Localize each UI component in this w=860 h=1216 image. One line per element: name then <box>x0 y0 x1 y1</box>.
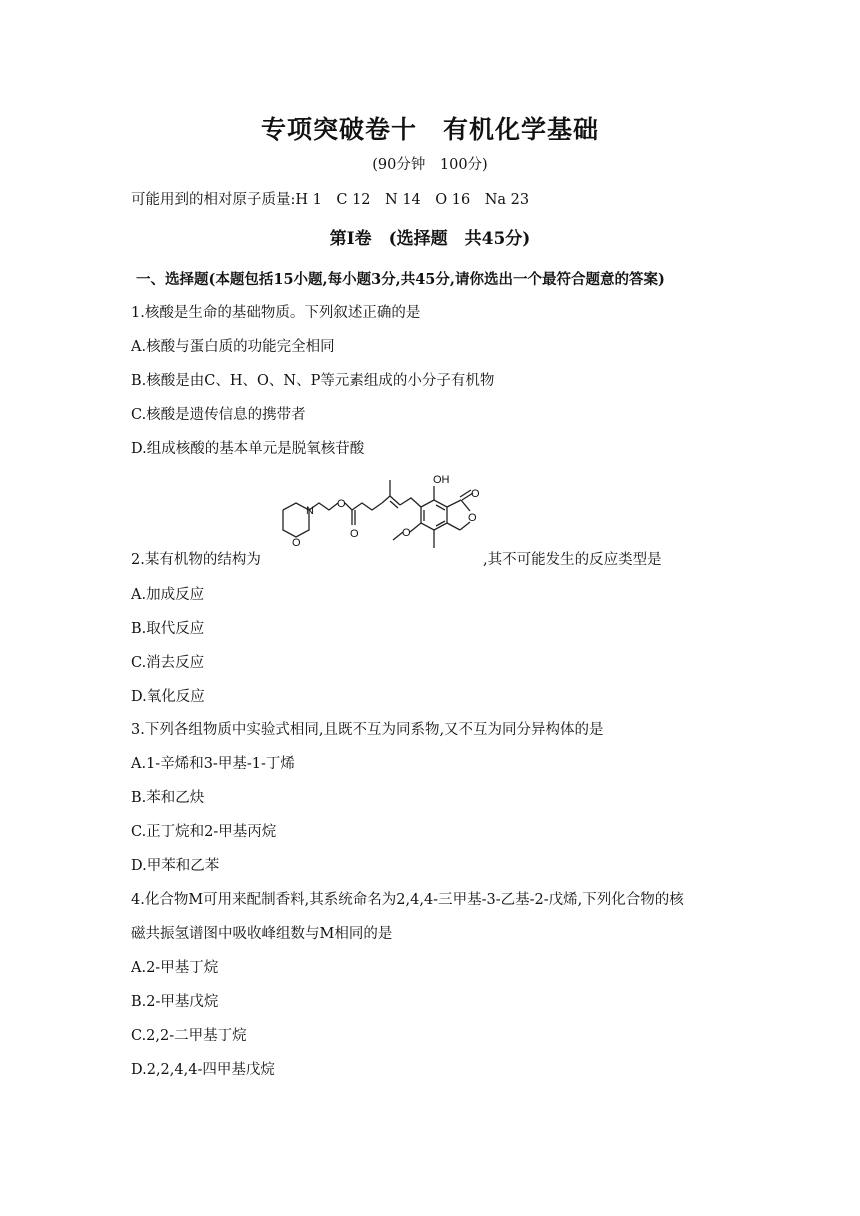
question-4-option-d: D.2,2,4,4-四甲基戊烷 <box>131 1062 275 1078</box>
structure-ketone-o-label: O <box>471 488 480 500</box>
question-2-option-b: B.取代反应 <box>131 621 205 637</box>
section-heading: 一、选择题(本题包括15小题,每小题3分,共45分,请你选出一个最符合题意的答案) <box>136 271 665 288</box>
question-2-stem-after: ,其不可能发生的反应类型是 <box>483 552 662 568</box>
structure-carbonyl-o-label: O <box>350 528 359 540</box>
question-3-option-a: A.1-辛烯和3-甲基-1-丁烯 <box>131 756 295 772</box>
question-2-option-a: A.加成反应 <box>131 587 205 603</box>
structure-n-label: N <box>306 505 314 517</box>
atomic-masses: 可能用到的相对原子质量:H 1 C 12 N 14 O 16 Na 23 <box>131 192 530 208</box>
question-3-option-d: D.甲苯和乙苯 <box>131 858 220 874</box>
structure-methoxy-o-label: O <box>402 527 411 539</box>
question-1-option-c: C.核酸是遗传信息的携带者 <box>131 407 306 423</box>
question-3-option-b: B.苯和乙炔 <box>131 790 205 806</box>
question-1-stem: 1.核酸是生命的基础物质。下列叙述正确的是 <box>131 305 421 321</box>
question-1-option-b: B.核酸是由C、H、O、N、P等元素组成的小分子有机物 <box>131 373 495 389</box>
exam-time: (90分钟 100分) <box>372 157 488 173</box>
structure-oh-label: OH <box>433 474 450 486</box>
question-1-option-d: D.组成核酸的基本单元是脱氧核苷酸 <box>131 441 365 457</box>
question-4-option-b: B.2-甲基戊烷 <box>131 994 219 1010</box>
question-1-option-a: A.核酸与蛋白质的功能完全相同 <box>131 339 335 355</box>
structure-ester-o-label: O <box>337 498 346 510</box>
page-title: 专项突破卷十 有机化学基础 <box>260 115 599 144</box>
question-3-stem: 3.下列各组物质中实验式相同,且既不互为同系物,又不互为同分异构体的是 <box>131 722 604 738</box>
question-2-option-c: C.消去反应 <box>131 655 205 671</box>
question-2-option-d: D.氧化反应 <box>131 689 205 705</box>
question-4-stem-line-1: 4.化合物M可用来配制香料,其系统命名为2,4,4-三甲基-3-乙基-2-戊烯,下列化合物的核 <box>131 892 684 908</box>
chemical-structure-figure <box>270 470 485 570</box>
question-4-stem-line-2: 磁共振氢谱图中吸收峰组数与M相同的是 <box>131 926 393 942</box>
structure-morpholine-o-label: O <box>292 537 301 549</box>
question-2-stem-before: 2.某有机物的结构为 <box>131 552 261 568</box>
question-4-option-c: C.2,2-二甲基丁烷 <box>131 1028 247 1044</box>
question-4-option-a: A.2-甲基丁烷 <box>131 960 219 976</box>
structure-ring-o-label: O <box>468 512 477 524</box>
part-title: 第Ⅰ卷 (选择题 共45分) <box>329 229 531 249</box>
question-3-option-c: C.正丁烷和2-甲基丙烷 <box>131 824 277 840</box>
